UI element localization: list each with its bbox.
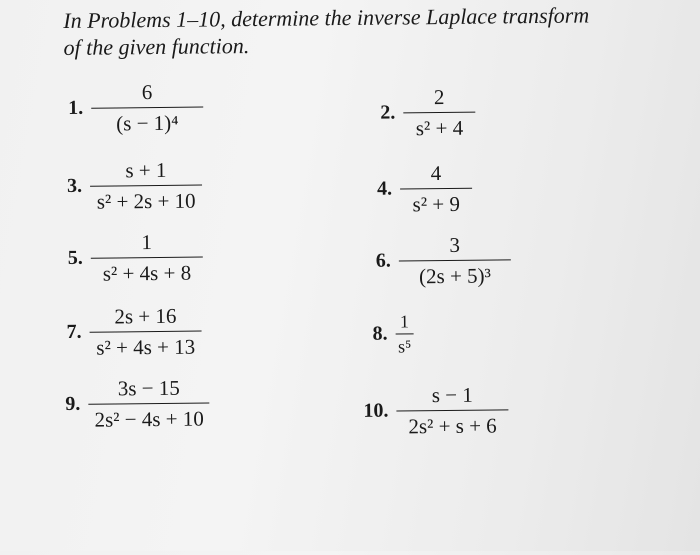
numerator: 1	[399, 311, 410, 332]
denominator: s² + 4	[403, 112, 475, 141]
problem-number: 9.	[65, 392, 81, 415]
numerator: 2	[433, 85, 445, 110]
problem-number: 1.	[68, 96, 84, 119]
problem-3	[67, 158, 203, 214]
problem-1	[68, 80, 204, 136]
problem-7	[66, 304, 202, 360]
numerator: 3s − 15	[117, 375, 180, 401]
fraction	[399, 232, 512, 288]
problem-number: 10.	[363, 399, 389, 422]
problem-number: 3.	[66, 174, 83, 197]
fraction	[403, 85, 476, 141]
fraction	[396, 382, 509, 438]
denominator: s² + 9	[400, 188, 472, 217]
problem-number: 7.	[66, 320, 82, 343]
problem-10	[363, 382, 509, 439]
numerator: 2s + 16	[114, 303, 177, 329]
denominator: 2s² − 4s + 10	[88, 402, 210, 431]
denominator: (s − 1)⁴	[91, 107, 203, 136]
fraction	[89, 304, 202, 360]
problem-number: 5.	[67, 246, 83, 269]
denominator: 2s² + s + 6	[396, 409, 508, 438]
problem-number: 8.	[372, 322, 388, 345]
numerator: s − 1	[431, 382, 473, 408]
numerator: 1	[141, 230, 153, 255]
denominator: (2s + 5)³	[399, 259, 511, 288]
problem-6	[376, 232, 512, 288]
problem-4	[377, 161, 473, 217]
heading-line-2: of the given function.	[63, 33, 250, 60]
problem-number: 6.	[375, 249, 391, 272]
numerator: s + 1	[125, 157, 167, 183]
numerator: 3	[449, 232, 461, 257]
numerator: 6	[141, 80, 153, 105]
fraction	[91, 80, 204, 136]
problem-number: 2.	[380, 101, 396, 124]
problem-9	[65, 375, 210, 432]
denominator: s² + 4s + 8	[91, 257, 203, 286]
problem-5	[68, 230, 204, 286]
problem-set-heading	[63, 0, 684, 60]
denominator: s² + 4s + 13	[90, 331, 202, 360]
fraction	[91, 230, 204, 286]
fraction	[395, 309, 414, 358]
problem-2	[380, 85, 476, 141]
heading-line-1: In Problems 1–10, determine the inverse Laplace transform	[63, 2, 590, 33]
problem-number: 4.	[376, 177, 393, 200]
denominator: s² + 2s + 10	[90, 185, 202, 214]
problem-8	[372, 309, 414, 358]
denominator: s⁵	[396, 333, 414, 358]
fraction	[90, 158, 203, 214]
fraction	[88, 375, 210, 431]
numerator: 4	[430, 161, 442, 186]
fraction	[400, 161, 473, 217]
